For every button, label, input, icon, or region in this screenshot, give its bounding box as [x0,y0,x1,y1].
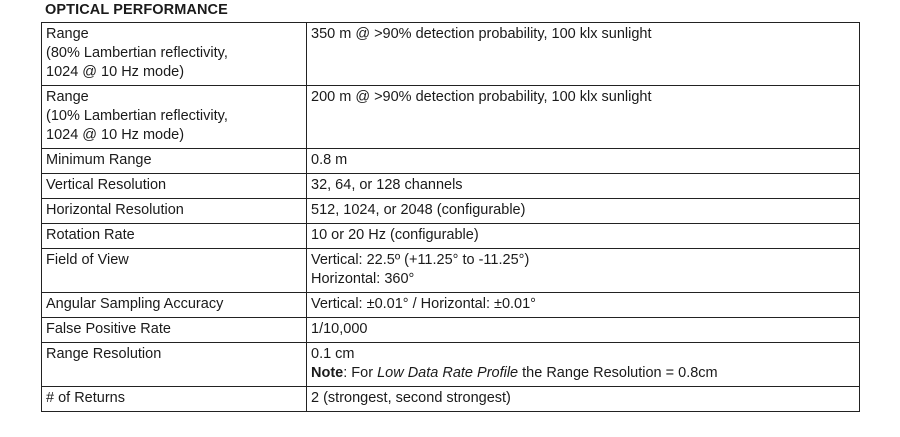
note-line [311,364,855,383]
row-value: 1/10,000 [307,318,860,343]
row-value: 2 (strongest, second strongest) [307,387,860,412]
row-value: Vertical: ±0.01° / Horizontal: ±0.01° [307,293,860,318]
optical-performance-table [41,22,860,412]
row-label: # of Returns [42,387,307,412]
row-label [42,23,307,86]
table-row [42,86,860,149]
row-value [307,23,860,86]
label-line: (80% Lambertian reflectivity, [46,45,228,61]
note-text-after: the Range Resolution = 0.8cm [518,365,718,381]
row-value: 0.8 m [307,149,860,174]
table-row [42,249,860,293]
row-value: 32, 64, or 128 channels [307,174,860,199]
note-emphasis: Low Data Rate Profile [377,365,519,381]
label-line: Range [46,26,89,42]
row-value: 10 or 20 Hz (configurable) [307,224,860,249]
row-label: Minimum Range [42,149,307,174]
table-row [42,343,860,387]
row-label: False Positive Rate [42,318,307,343]
table-row [42,23,860,86]
row-label: Vertical Resolution [42,174,307,199]
row-label: Range Resolution [42,343,307,387]
table-row [42,224,860,249]
row-label [42,86,307,149]
table-row [42,174,860,199]
label-line: 1024 @ 10 Hz mode) [46,127,185,143]
note-label: Note [311,365,344,381]
row-label: Field of View [42,249,307,293]
row-label: Angular Sampling Accuracy [42,293,307,318]
table-row [42,199,860,224]
section-title: OPTICAL PERFORMANCE [45,2,228,18]
label-line: (10% Lambertian reflectivity, [46,108,228,124]
note-text-before: : For [343,365,378,381]
row-value [307,343,860,387]
row-label: Rotation Rate [42,224,307,249]
row-value: 512, 1024, or 2048 (configurable) [307,199,860,224]
row-value [307,86,860,149]
value-line: 0.1 cm [311,346,355,362]
value-line: Vertical: 22.5º (+11.25° to -11.25°) [311,252,530,268]
label-line: Range [46,89,89,105]
label-line: 1024 @ 10 Hz mode) [46,64,185,80]
table-row [42,293,860,318]
table-row [42,318,860,343]
value-line: 350 m @ >90% detection probability, 100 klx sunlight [311,26,652,42]
table-row [42,149,860,174]
value-line: 200 m @ >90% detection probability, 100 klx sunlight [311,89,652,105]
row-label: Horizontal Resolution [42,199,307,224]
value-line: Horizontal: 360° [311,271,415,287]
row-value [307,249,860,293]
table-row [42,387,860,412]
